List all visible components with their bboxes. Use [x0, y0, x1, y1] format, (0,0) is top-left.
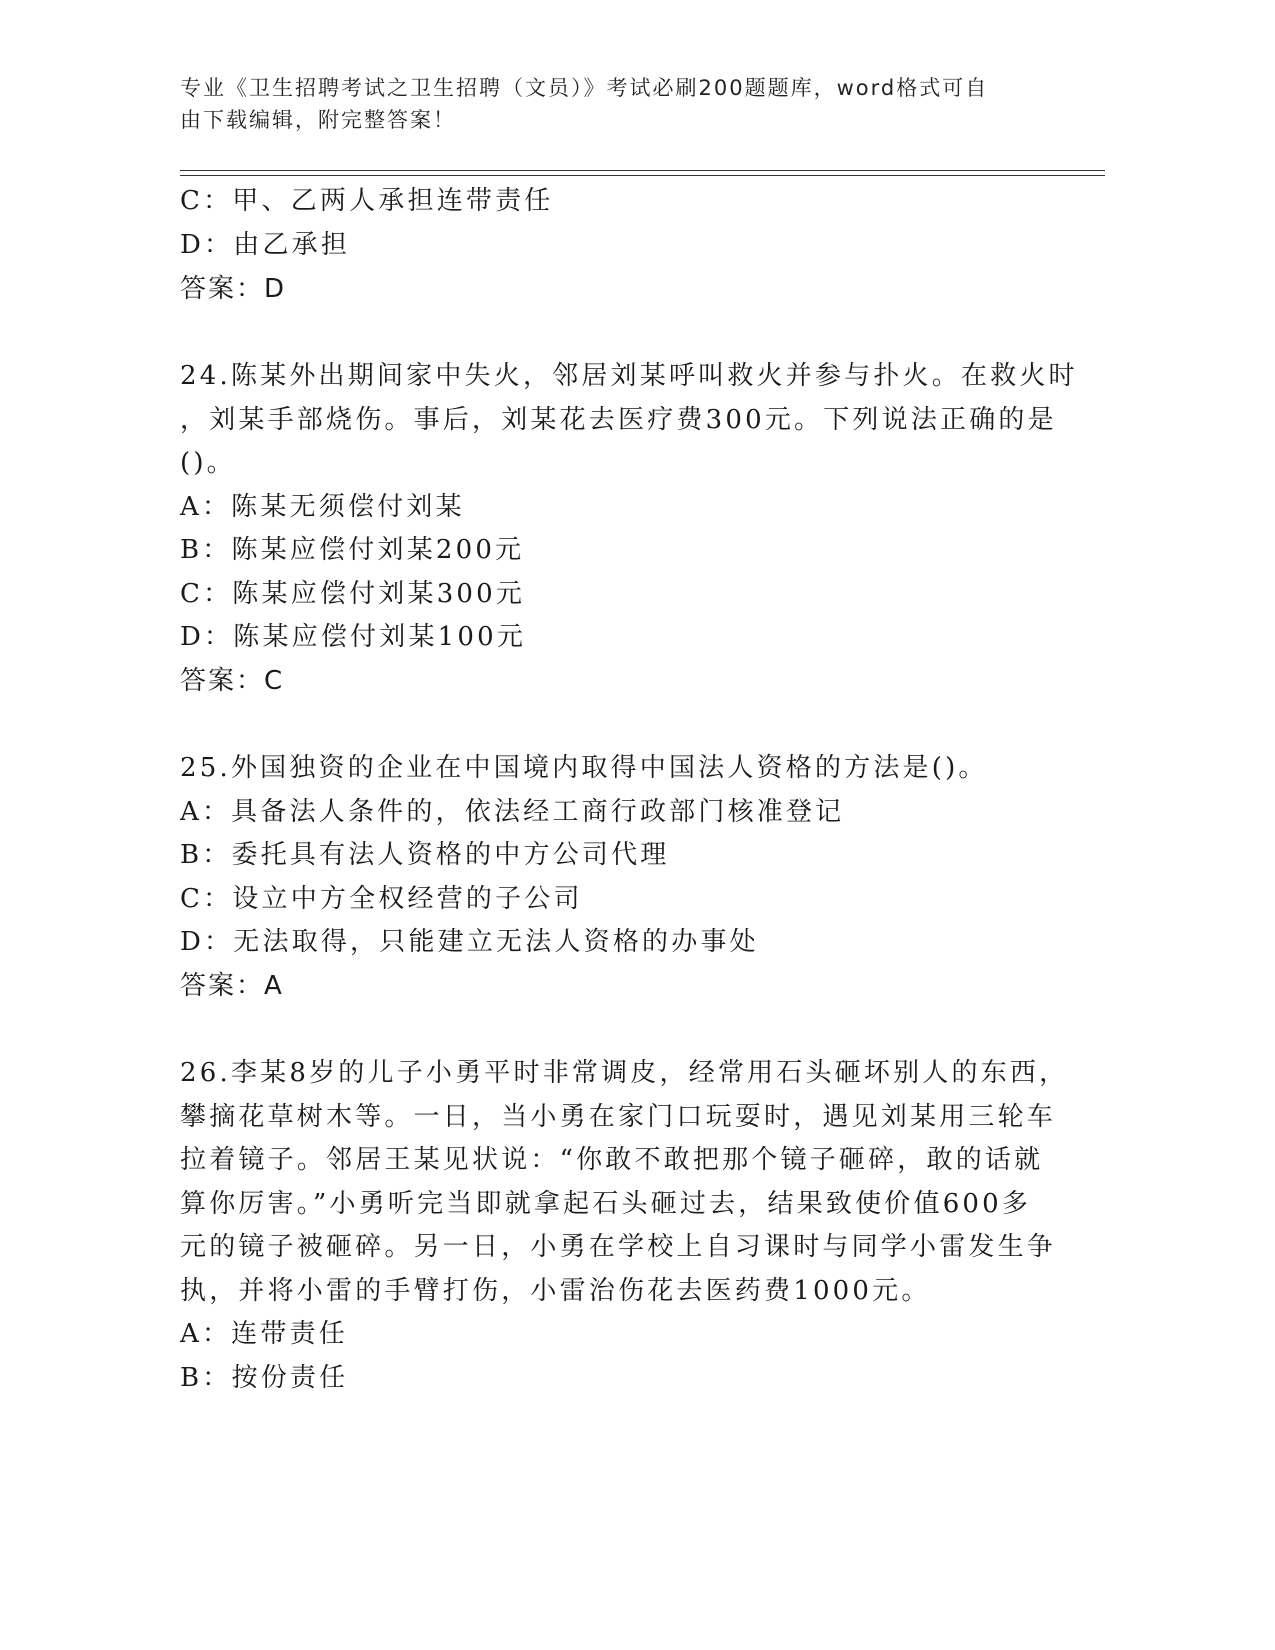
q26-stem-line-4: 算你厉害。”小勇听完当即就拿起石头砸过去，结果致使价值600多 — [180, 1189, 1032, 1219]
q25-option-b: B：委托具有法人资格的中方公司代理 — [180, 840, 670, 870]
q23-option-d: D：由乙承担 — [180, 230, 351, 260]
q26-option-a: A：连带责任 — [180, 1319, 348, 1349]
q26-stem-line-3: 拉着镜子。邻居王某见状说：“你敢不敢把那个镜子砸碎，敢的话就 — [180, 1145, 1044, 1175]
q25-stem-line-1: 25.外国独资的企业在中国境内取得中国法人资格的方法是()。 — [180, 753, 988, 783]
q24-option-b: B：陈某应偿付刘某200元 — [180, 535, 525, 565]
q26-stem-line-1: 26.李某8岁的儿子小勇平时非常调皮，经常用石头砸坏别人的东西， — [180, 1058, 1069, 1088]
q26-stem-line-6: 执，并将小雷的手臂打伤，小雷治伤花去医药费1000元。 — [180, 1276, 931, 1306]
q24-option-c: C：陈某应偿付刘某300元 — [180, 579, 526, 609]
q24-stem-line-1: 24.陈某外出期间家中失火，邻居刘某呼叫救火并参与扑火。在救火时 — [180, 361, 1078, 391]
header-divider-bottom — [180, 175, 1105, 176]
header-line-1: 专业《卫生招聘考试之卫生招聘（文员）》考试必刷200题题库，word格式可自 — [180, 76, 989, 100]
q24-stem-line-3: ()。 — [180, 448, 236, 478]
q23-answer: 答案：D — [180, 274, 287, 304]
q24-option-a: A：陈某无须偿付刘某 — [180, 492, 465, 522]
q24-option-d: D：陈某应偿付刘某100元 — [180, 622, 527, 652]
document-header — [180, 72, 1040, 136]
q25-option-c: C：设立中方全权经营的子公司 — [180, 884, 583, 914]
q25-option-d: D：无法取得，只能建立无法人资格的办事处 — [180, 927, 759, 957]
q25-option-a: A：具备法人条件的，依法经工商行政部门核准登记 — [180, 797, 845, 827]
q26-stem-line-2: 攀摘花草树木等。一日，当小勇在家门口玩耍时，遇见刘某用三轮车 — [180, 1102, 1057, 1132]
header-divider-top — [180, 170, 1105, 171]
q23-option-c: C：甲、乙两人承担连带责任 — [180, 186, 554, 216]
q24-stem-line-2: ，刘某手部烧伤。事后，刘某花去医疗费300元。下列说法正确的是 — [180, 405, 1057, 435]
q26-stem-line-5: 元的镜子被砸碎。另一日，小勇在学校上自习课时与同学小雷发生争 — [180, 1232, 1057, 1262]
header-line-2: 由下载编辑，附完整答案！ — [180, 108, 456, 132]
q24-answer: 答案：C — [180, 666, 285, 696]
q25-answer: 答案：A — [180, 971, 284, 1001]
q26-option-b: B：按份责任 — [180, 1363, 349, 1393]
